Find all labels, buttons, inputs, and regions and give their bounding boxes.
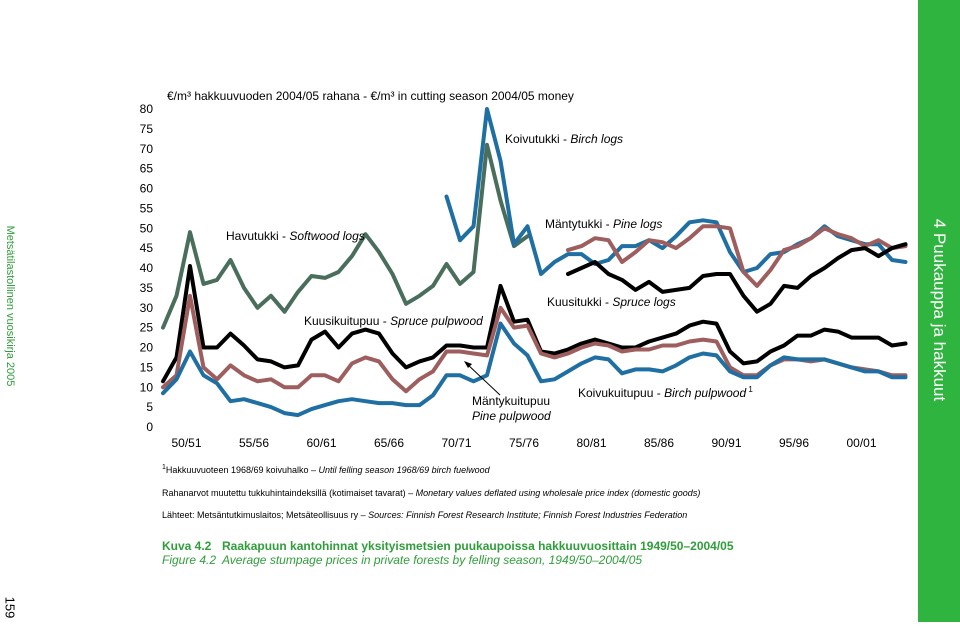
- x-tick-label: 70/71: [441, 436, 472, 450]
- caption-en: Figure 4.2 Average stumpage prices in private forests by felling season, 1949/50–2004/05: [162, 553, 643, 567]
- x-tick-label: 55/56: [238, 436, 270, 450]
- x-tick-label: 00/01: [846, 436, 877, 450]
- y-tick-label: 75: [139, 121, 153, 136]
- x-tick-label: 95/96: [778, 436, 810, 450]
- x-tick-label: 80/81: [576, 436, 607, 450]
- y-tick-label: 45: [139, 241, 153, 256]
- series-annotation: Kuusitukki - Spruce logs: [547, 295, 676, 309]
- x-tick-label: 60/61: [306, 436, 337, 450]
- x-tick-label: 65/66: [373, 436, 405, 450]
- chapter-tab: [918, 0, 960, 622]
- y-tick-label: 20: [139, 340, 153, 355]
- x-axis-ticks: [171, 436, 876, 450]
- y-tick-label: 70: [139, 141, 153, 156]
- y-tick-label: 0: [146, 420, 153, 434]
- series-annotation: Koivutukki - Birch logs: [505, 132, 624, 146]
- y-tick-label: 10: [139, 380, 153, 395]
- y-tick-label: 25: [139, 320, 153, 335]
- y-tick-label: 40: [139, 261, 153, 275]
- caption-fi: Kuva 4.2 Raakapuun kantohinnat yksityismetsien puukaupoissa hakkuuvuosittain 1949/50–2004/05: [162, 539, 734, 553]
- y-tick-label: 80: [139, 102, 153, 116]
- y-tick-label: 30: [139, 300, 153, 315]
- series-lines: [163, 109, 906, 415]
- series-annotation: Mäntytukki - Pine logs: [545, 217, 663, 231]
- y-tick-label: 50: [139, 221, 153, 236]
- sources-note: Lähteet: Metsäntutkimuslaitos; Metsäteollisuus ry – Sources: Finnish Forest Research Institute; Finnish Forest Industries Federation: [162, 510, 688, 520]
- x-tick-label: 90/91: [711, 436, 742, 450]
- chart-title: €/m³ hakkuuvuoden 2004/05 rahana - €/m³ in cutting season 2004/05 money: [167, 89, 574, 103]
- y-tick-label: 5: [146, 400, 153, 415]
- yearbook-title: Metsätilastollinen vuosikirja 2005: [4, 225, 16, 387]
- y-tick-label: 65: [139, 161, 153, 176]
- x-tick-label: 50/51: [171, 436, 202, 450]
- y-tick-label: 60: [139, 181, 153, 196]
- y-tick-label: 35: [139, 280, 153, 295]
- y-tick-label: 15: [139, 360, 153, 375]
- x-tick-label: 85/86: [643, 436, 675, 450]
- annotation-pine-pulpwood-en: Pine pulpwood: [472, 409, 551, 423]
- y-tick-label: 55: [139, 201, 153, 216]
- y-axis-ticks: [140, 102, 154, 434]
- series-annotation: Kuusikuitupuu - Spruce pulpwood: [304, 314, 483, 328]
- x-tick-label: 75/76: [508, 436, 540, 450]
- chapter-title: 4 Puukauppa ja hakkuut: [930, 218, 949, 402]
- series-annotation: Havutukki - Softwood logs: [226, 229, 365, 243]
- deflation-note: Rahanarvot muutettu tukkuhintaindeksillä (kotimaiset tavarat) – Monetary values deflated using wholesale price index (domestic goods): [162, 488, 701, 498]
- footnote: $^1$Hakkuuvuoteen 1968/69 koivuhalko – Until felling season 1968/69 birch fuelwood: [162, 464, 490, 475]
- page-number: 159: [2, 596, 18, 619]
- series-annotation: Koivukuitupuu - Birch pulpwood $^1$: [578, 385, 753, 400]
- series-line-5: [163, 266, 906, 381]
- series-line-6: [163, 296, 906, 391]
- annotation-pine-pulpwood-fi: Mäntykuitupuu: [472, 394, 551, 408]
